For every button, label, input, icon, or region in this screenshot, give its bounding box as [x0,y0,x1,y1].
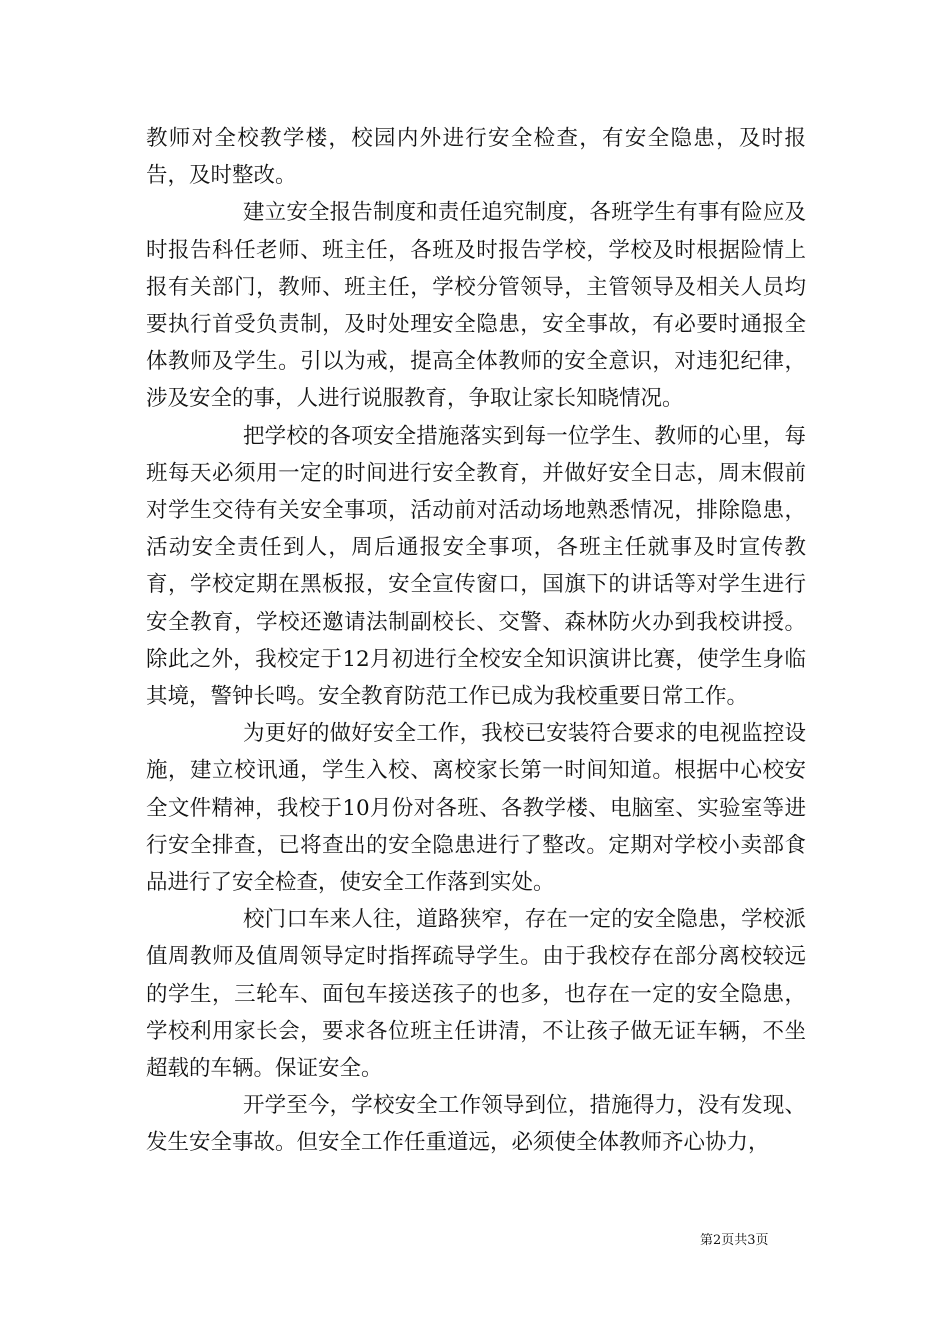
page-number-footer: 第2页共3页 [700,1233,769,1248]
paragraph-continuation: 教师对全校教学楼，校园内外进行安全检查，有安全隐患，及时报告，及时整改。 [146,126,806,189]
paragraph-safety-education: 把学校的各项安全措施落实到每一位学生、教师的心里，每班每天必须用一定的时间进行安全教育，并做好安全日志，周末假前对学生交待有关安全事项，活动前对活动场地熟悉情况，排除隐患，活动安全责任到人，周后通报安全事项，各班主任就事及时宣传教育，学校定期在黑板报，安全宣传窗口，国旗下的讲话等对学生进行安全教育，学校还邀请法制副校长、交警、森林防火办到我校讲授。除此之外，我校定于12月初进行全校安全知识演讲比赛，使学生身临其境，警钟长鸣。安全教育防范工作已成为我校重要日常工作。 [146,423,806,710]
document-body [146,120,806,1162]
paragraph-school-gate-traffic: 校门口车来人往，道路狭窄，存在一定的安全隐患，学校派值周教师及值周领导定时指挥疏导学生。由于我校存在部分离校较远的学生，三轮车、面包车接送孩子的也多，也存在一定的安全隐患，学校利用家长会，要求各位班主任讲清，不让孩子做无证车辆，不坐超载的车辆。保证安全。 [146,907,806,1082]
paragraph-summary: 开学至今，学校安全工作领导到位，措施得力，没有发现、发生安全事故。但安全工作任重道远，必须使全体教师齐心协力， [146,1093,806,1156]
paragraph-reporting-system: 建立安全报告制度和责任追究制度，各班学生有事有险应及时报告科任老师、班主任，各班及时报告学校，学校及时根据险情上报有关部门，教师、班主任，学校分管领导，主管领导及相关人员均要执行首受负责制，及时处理安全隐患，安全事故，有必要时通报全体教师及学生。引以为戒，提高全体教师的安全意识，对违犯纪律，涉及安全的事，人进行说服教育，争取让家长知晓情况。 [146,200,806,412]
paragraph-monitoring-facilities: 为更好的做好安全工作，我校已安装符合要求的电视监控设施，建立校讯通，学生入校、离校家长第一时间知道。根据中心校安全文件精神，我校于10月份对各班、各教学楼、电脑室、实验室等进行安全排查，已将查出的安全隐患进行了整改。定期对学校小卖部食品进行了安全检查，使安全工作落到实处。 [146,721,806,896]
